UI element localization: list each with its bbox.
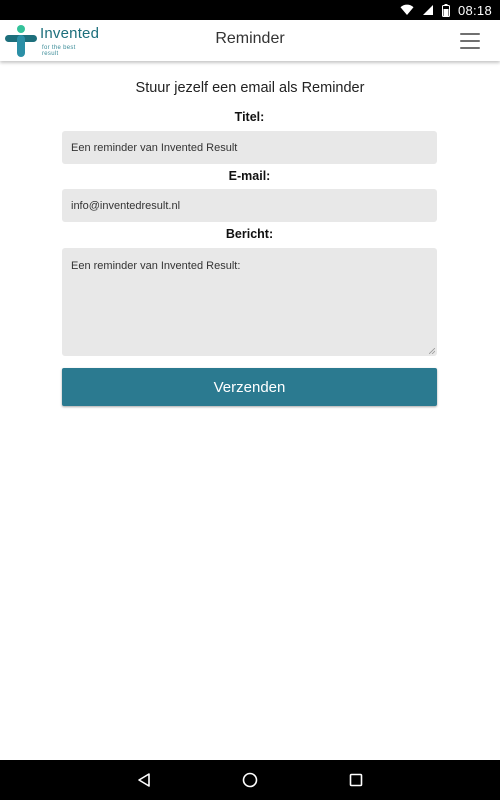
home-icon[interactable]	[240, 770, 260, 790]
hamburger-menu-icon[interactable]	[460, 33, 480, 49]
navigation-bar	[0, 760, 500, 800]
wifi-icon	[400, 4, 414, 16]
intro-text: Stuur jezelf een email als Reminder	[135, 80, 365, 96]
email-field[interactable]: info@inventedresult.nl	[62, 189, 437, 222]
logo-tagline: for the best result	[42, 45, 76, 57]
cellular-signal-icon	[422, 4, 434, 16]
email-label: E-mail:	[228, 169, 271, 183]
message-text: Een reminder van Invented Result:	[71, 260, 241, 272]
message-label: Bericht:	[225, 227, 274, 241]
title-field[interactable]: Een reminder van Invented Result	[62, 131, 437, 164]
main-content	[0, 61, 500, 396]
title-label: Titel:	[234, 110, 265, 124]
recents-icon[interactable]	[346, 770, 366, 790]
page-title: Reminder	[215, 30, 285, 47]
resize-handle-icon[interactable]	[429, 348, 435, 354]
app-bar	[0, 20, 500, 61]
status-bar	[0, 0, 500, 20]
back-icon[interactable]	[134, 770, 154, 790]
submit-button[interactable]: Verzenden	[62, 368, 437, 406]
battery-icon	[442, 4, 450, 17]
message-field[interactable]	[62, 248, 437, 356]
logo-text: Invented	[40, 25, 100, 42]
status-time: 08:18	[457, 2, 492, 18]
